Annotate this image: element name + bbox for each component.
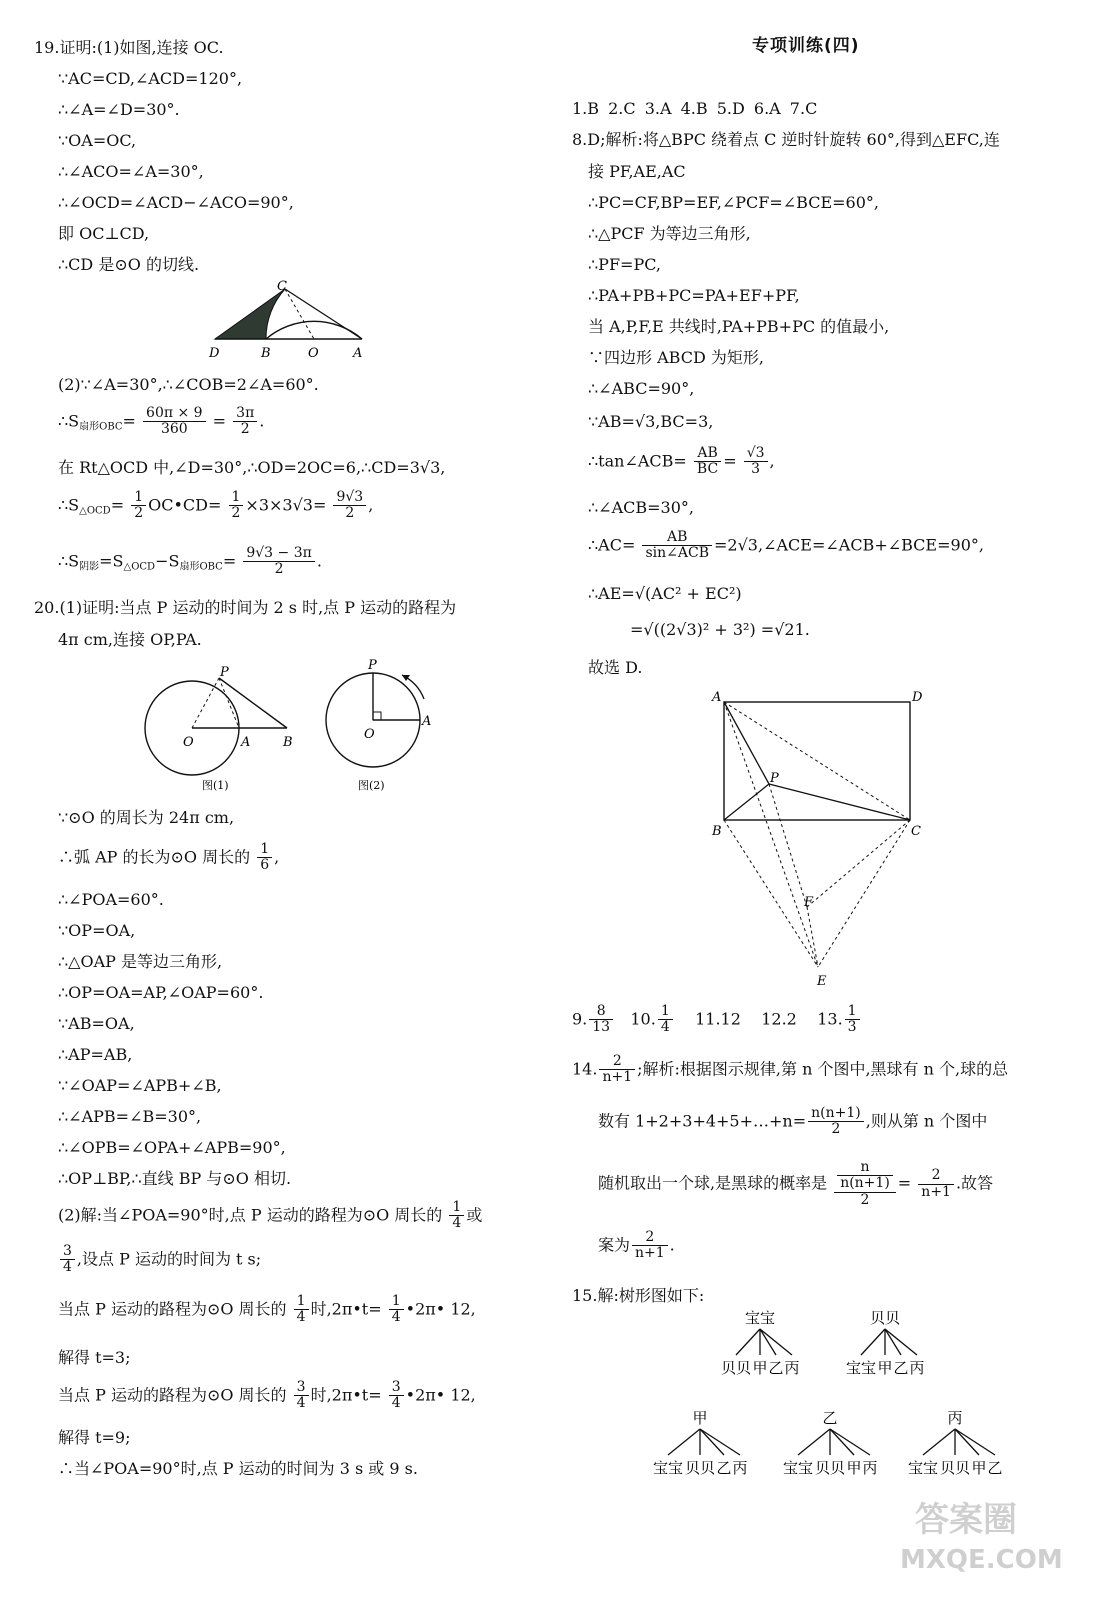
tree-leaf: 乙: [768, 1359, 784, 1377]
tree-branch: [760, 1329, 776, 1355]
answers-9-13: 9. $\frac{8}{13}$ 10. $\frac{1}{4}$ 11.12 12.2 13. $\frac{1}{3}$: [572, 1004, 862, 1036]
label-a: A: [422, 714, 432, 729]
q14-line-2: 数有 1+2+3+4+5+…+n= $\frac{n(n+1)}{2}$ ,则从第 n 个图中: [598, 1105, 988, 1138]
segment-op-dashed: [192, 678, 219, 728]
q15-line-1: 15.解:树形图如下:: [572, 1286, 705, 1305]
q8-line-6: ∴PA+PB+PC=PA+EF+PF,: [588, 286, 800, 305]
section-title: 专项训练(四): [752, 36, 860, 56]
label-p: P: [368, 658, 377, 673]
tree-leaf: 宝宝: [907, 1459, 939, 1477]
tree-branch: [668, 1429, 700, 1455]
q8-line-3: ∴PC=CF,BP=EF,∠PCF=∠BCE=60°,: [588, 193, 879, 212]
tree-branch: [861, 1329, 885, 1355]
tree-leaf: 贝贝: [684, 1459, 716, 1477]
q20-part2-line-6: 解得 t=9;: [58, 1428, 131, 1447]
q19-line-6: ∴∠OCD=∠ACD−∠ACO=90°,: [58, 193, 294, 212]
tree-root: 甲: [692, 1409, 708, 1427]
q19-figure-semicircle: [195, 280, 385, 365]
q8-line-5: ∴PF=PC,: [588, 255, 661, 274]
q8-line-9: ∴∠ABC=90°,: [588, 379, 695, 398]
q8-line-4: ∴△PCF 为等边三角形,: [588, 224, 751, 243]
q8-line-11: ∴tan∠ACB= $\frac{AB}{BC}$ = $\frac{√3}{3}$ ,: [588, 445, 775, 478]
tree-leaf: 贝贝: [939, 1459, 971, 1477]
q20-line-9: ∵AB=OA,: [58, 1014, 135, 1033]
segment-ce-dashed: [818, 820, 910, 967]
tree-branch: [736, 1329, 760, 1355]
q8-line-12: ∴∠ACB=30°,: [588, 498, 694, 517]
q20-part2-line-7: ∴当∠POA=90°时,点 P 运动的时间为 3 s 或 9 s.: [58, 1459, 418, 1478]
q20-line-12: ∴∠APB=∠B=30°,: [58, 1107, 202, 1126]
label-o: O: [183, 735, 194, 750]
q8-line-8: ∵四边形 ABCD 为矩形,: [588, 348, 764, 367]
q8-line-15: =√((2√3)² + 3²) =√21.: [630, 620, 810, 639]
segment-ca: [285, 289, 362, 339]
q19-part2-line-5: $\therefore S_{阴影}=S_{\triangle OCD}-S_{扇形OBC}=$ $\frac{9√3 - 3\pi}{2}$ .: [58, 545, 322, 578]
label-e: E: [817, 974, 827, 989]
tree-2: [846, 1309, 925, 1377]
tree-leaf: 丙: [909, 1359, 925, 1377]
tree-5: [908, 1409, 1003, 1477]
q19-line-2: ∵AC=CD,∠ACD=120°,: [58, 69, 243, 88]
label-f: F: [804, 895, 814, 910]
label-p: P: [770, 771, 779, 786]
q8-line-7: 当 A,P,F,E 共线时,PA+PB+PC 的值最小,: [588, 317, 890, 336]
q20-line-8: ∴OP=OA=AP,∠OAP=60°.: [58, 983, 264, 1002]
tree-branch: [885, 1329, 917, 1355]
segment-ap: [724, 702, 769, 784]
label-b: B: [283, 735, 293, 750]
label-o: O: [364, 727, 375, 742]
segment-bp: [724, 784, 769, 820]
q8-line-16: 故选 D.: [588, 658, 643, 677]
q20-figure-2: [318, 655, 448, 795]
q19-line-7: 即 OC⊥CD,: [58, 224, 150, 243]
q20-line-6: ∵OP=OA,: [58, 921, 136, 940]
q20-line-3: ∵⊙O 的周长为 24π cm,: [58, 808, 235, 827]
tree-leaf: 丙: [862, 1459, 878, 1477]
q20-line-2: 4π cm,连接 OP,PA.: [58, 630, 202, 649]
tree-leaf: 甲: [752, 1359, 768, 1377]
q20-part2-line-3: 当点 P 运动的路程为⊙O 周长的 $\frac{1}{4}$ 时,2π•t= $\frac{1}{4}$ •2π• 12,: [58, 1293, 476, 1326]
tree-leaf: 丙: [784, 1359, 800, 1377]
q20-part2-line-5: 当点 P 运动的路程为⊙O 周长的 $\frac{3}{4}$ 时,2π•t= $\frac{3}{4}$ •2π• 12,: [58, 1379, 476, 1412]
fig2-caption: 图(2): [358, 779, 385, 792]
q20-line-1: 20.(1)证明:当点 P 运动的时间为 2 s 时,点 P 运动的路程为: [34, 598, 457, 617]
tree-leaf: 贝贝: [814, 1459, 846, 1477]
tree-leaf: 宝宝: [782, 1459, 814, 1477]
right-angle-mark: [373, 712, 381, 720]
tree-leaf: 甲: [846, 1459, 862, 1477]
label-d: D: [209, 346, 220, 361]
q19-line-8: ∴CD 是⊙O 的切线.: [58, 255, 200, 274]
label-b: B: [261, 346, 271, 361]
tree-branch: [798, 1429, 830, 1455]
tree-leaf: 乙: [987, 1459, 1003, 1477]
q19-line-4: ∵OA=OC,: [58, 131, 137, 150]
label-a: A: [712, 690, 722, 705]
tree-leaf: 贝贝: [720, 1359, 752, 1377]
q20-line-13: ∴∠OPB=∠OPA+∠APB=90°,: [58, 1138, 286, 1157]
tree-root: 丙: [947, 1409, 963, 1427]
tree-leaf: 乙: [893, 1359, 909, 1377]
tree-branch: [760, 1329, 792, 1355]
tree-root: 宝宝: [744, 1309, 776, 1327]
q19-part2-line-3: 在 Rt△OCD 中,∠D=30°,∴OD=2OC=6,∴CD=3√3,: [58, 458, 446, 477]
q19-part2-line-1: (2)∵∠A=30°,∴∠COB=2∠A=60°.: [58, 375, 319, 394]
tree-branch: [923, 1429, 955, 1455]
label-p: P: [220, 665, 229, 680]
q8-line-1: 8.D;解析:将△BPC 绕着点 C 逆时针旋转 60°,得到△EFC,连: [572, 130, 1000, 149]
q19-part2-line-4: $\therefore S_{\triangle OCD}=$ $\frac{1}{2}$ OC•CD= $\frac{1}{2}$ ×3×3√3= $\frac{9√3}{2}$ ,: [58, 489, 374, 522]
fig1-caption: 图(1): [202, 779, 229, 792]
label-b: B: [712, 824, 722, 839]
q14-line-3: 随机取出一个球,是黑球的概率是 $\frac{\frac{n}{n(n+1)}}{2}$ = $\frac{2}{n+1}$ .故答: [598, 1159, 994, 1208]
q19-line-1: 19.证明:(1)如图,连接 OC.: [34, 38, 224, 57]
q20-line-10: ∴AP=AB,: [58, 1045, 133, 1064]
segment-pb: [219, 678, 287, 728]
tree-root: 贝贝: [869, 1309, 901, 1327]
tree-leaf: 宝宝: [652, 1459, 684, 1477]
q8-line-13: ∴AC= $\frac{AB}{\text{sin∠ACB}}$ =2√3,∠ACE=∠ACB+∠BCE=90°,: [588, 529, 984, 562]
tree-3: [653, 1409, 748, 1477]
watermark-text-2: MXQE.COM: [900, 1545, 1063, 1575]
q20-part2-line-2: $\frac{3}{4}$ ,设点 P 运动的时间为 t s;: [58, 1244, 261, 1276]
segment-ac-dashed: [724, 702, 910, 820]
tree-leaf: 乙: [716, 1459, 732, 1477]
q20-part2-line-4: 解得 t=3;: [58, 1348, 131, 1367]
label-c: C: [277, 280, 287, 294]
tree-root: 乙: [822, 1409, 838, 1427]
label-o: O: [308, 346, 319, 361]
tree-leaf: 甲: [877, 1359, 893, 1377]
segment-cp: [769, 784, 910, 820]
q8-line-14: ∴AE=√(AC² + EC²): [588, 584, 742, 603]
q20-figure-1: [140, 660, 300, 795]
q19-line-3: ∴∠A=∠D=30°.: [58, 100, 180, 119]
watermark-text-1: 答案圈: [915, 1500, 1017, 1540]
q8-figure-rectangle: [700, 685, 940, 990]
q20-line-5: ∴∠POA=60°.: [58, 890, 164, 909]
q20-line-7: ∴△OAP 是等边三角形,: [58, 952, 223, 971]
label-a: A: [353, 346, 363, 361]
q20-line-4: ∴弧 AP 的长为⊙O 周长的 $\frac{1}{6}$ ,: [58, 841, 280, 874]
tree-1: [721, 1309, 800, 1377]
tree-leaf: 丙: [732, 1459, 748, 1477]
q15-tree-diagrams: [640, 1305, 1020, 1485]
label-d: D: [912, 690, 923, 705]
q20-line-14: ∴OP⊥BP,∴直线 BP 与⊙O 相切.: [58, 1169, 292, 1188]
segment-bf-dashed: [724, 820, 818, 967]
q14-line-4: 案为 $\frac{2}{n+1}$ .: [598, 1229, 675, 1262]
tree-leaf: 甲: [971, 1459, 987, 1477]
segment-ae-dashed: [724, 702, 818, 967]
q8-line-10: ∵AB=√3,BC=3,: [588, 412, 714, 431]
shaded-region: [215, 289, 285, 339]
answers-1-7: 1.B 2.C 3.A 4.B 5.D 6.A 7.C: [572, 99, 818, 118]
q19-part2-line-2: $\therefore S_{扇形OBC}=$ $\frac{60\pi \times 9}{360}$ = $\frac{3\pi}{2}$ .: [58, 405, 265, 438]
q20-line-11: ∵∠OAP=∠APB+∠B,: [58, 1076, 222, 1095]
q8-line-2: 接 PF,AE,AC: [588, 162, 686, 181]
segment-cf-dashed: [807, 820, 910, 907]
tree-4: [783, 1409, 878, 1477]
tree-leaf: 宝宝: [845, 1359, 877, 1377]
q20-part2-line-1: (2)解:当∠POA=90°时,点 P 运动的路程为⊙O 周长的 $\frac{1}{4}$ 或: [58, 1199, 483, 1232]
label-c: C: [911, 824, 921, 839]
segment-co-dashed: [285, 289, 314, 339]
label-a: A: [241, 735, 251, 750]
tree-branch: [885, 1329, 901, 1355]
q19-line-5: ∴∠ACO=∠A=30°,: [58, 162, 204, 181]
q14-line-1: 14. $\frac{2}{n+1}$ ;解析:根据图示规律,第 n 个图中,黑球有 n 个,球的总: [572, 1053, 1009, 1086]
